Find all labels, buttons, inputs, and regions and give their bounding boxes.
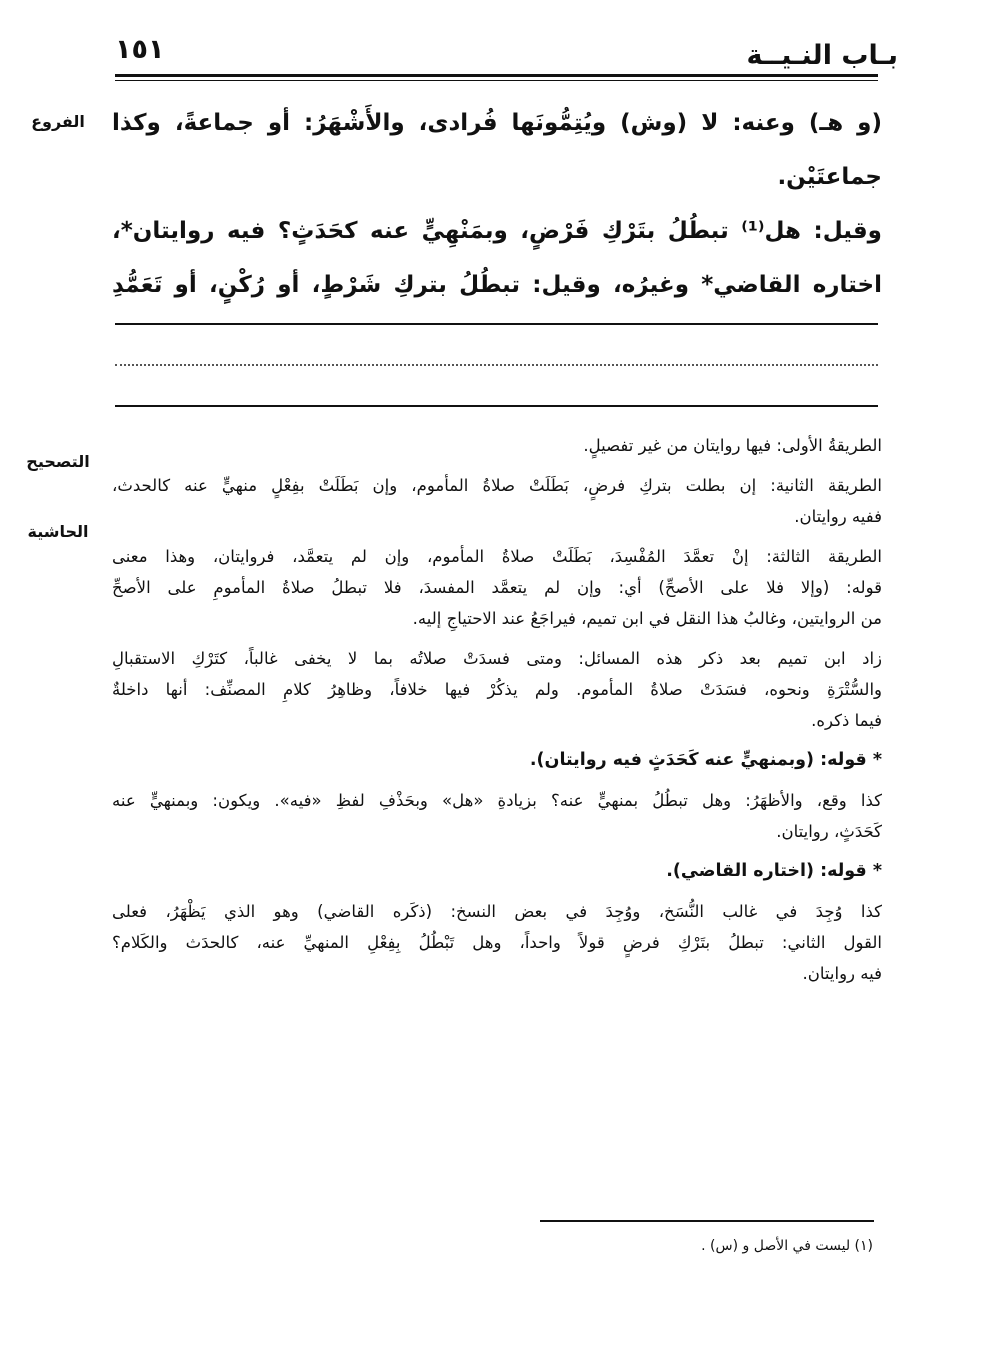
commentary-line: فيه روايتان.: [802, 964, 882, 983]
commentary-line: زاد ابن تميم بعد ذكر هذه المسائل: ومتى فسدَتْ صلاتُه بما لا يخفى غالباً، كتَرْكِ الاستقبالِ: [112, 649, 882, 668]
page-number: ١٥١: [115, 34, 165, 65]
commentary-heading: * قوله: (اختاره القاضي).: [666, 861, 882, 881]
commentary-line: الطريقة الثالثة: إنْ تعمَّدَ المُفْسِدَ، بَطَلَتْ صلاةُ المأموم، وإن لم يتعمَّد، فروايتان، وهذا معنى: [112, 547, 882, 566]
side-label-furu: الفروع: [31, 112, 85, 131]
commentary-line: والسُّتْرَةِ ونحوه، فسَدَتْ صلاةُ المأموم. ولم يذكُرْ فيها خلافاً، وظاهِرُ كلامِ المصنِّف: أنها داخلةٌ: [112, 680, 882, 699]
commentary-line: قوله: (وإلا فلا على الأصحِّ) أي: وإن لم يتعمَّد المفسدَ، فلا تبطلُ صلاةُ المأمومِ على الأصحِّ: [112, 578, 882, 597]
side-label-tashih: التصحيح: [26, 452, 90, 471]
commentary-line: الطريقةُ الأولى: فيها روايتان من غير تفصيلٍ.: [583, 436, 882, 455]
section-rule-top: [115, 323, 878, 325]
main-text-line: (و هـ) وعنه: لا (وش) ويُتِمُّونَها فُرادى، والأَشْهَرُ: أو جماعةً، وكذا: [112, 110, 882, 136]
commentary-line: كذا وقع، والأظهَرُ: وهل تبطُلُ بمنهيٍّ عنه؟ بزيادةِ «هل» وبحَذْفِ لفظِ «فيه». ويكون: وبمنهيٍّ عنه: [112, 791, 882, 810]
commentary-line: فيما ذكره.: [811, 711, 882, 730]
commentary-line: الطريقة الثانية: إن بطلت بتركِ فرضٍ، بَطَلَتْ صلاةُ المأموم، وإن بَطَلَتْ بفِعْلٍ منهيٍّ عنه كالحدث،: [112, 476, 882, 495]
footnote: (١) ليست في الأصل و (س) .: [701, 1238, 873, 1254]
tashih-dotted-rule: [115, 364, 878, 366]
main-text-line: اختاره القاضي* وغيرُه، وقيل: تبطُلُ بتركِ شَرْطٍ، أو رُكْنٍ، أو تَعَمُّدِ: [112, 272, 882, 298]
commentary-line: كَحَدَثٍ، روايتان.: [776, 822, 882, 841]
main-text-line: جماعتَيْن.: [777, 164, 882, 190]
commentary-block: [112, 430, 882, 989]
header-rule-thick: [115, 74, 878, 77]
side-label-hashiya: الحاشية: [27, 522, 89, 541]
section-rule-bottom: [115, 405, 878, 407]
header-rule-thin: [115, 80, 878, 81]
main-text-line: وقيل: هل⁽¹⁾ تبطُلُ بتَرْكِ فَرْضٍ، وبمَنْهِيٍّ عنه كحَدَثٍ؟ فيه روايتان*،: [112, 218, 882, 244]
commentary-heading: * قوله: (وبمنهيٍّ عنه كَحَدَثٍ فيه روايتان).: [529, 750, 882, 770]
main-text-block: [112, 96, 882, 312]
footnote-rule: [540, 1220, 874, 1222]
commentary-line: من الروايتين، وغالبُ هذا النقل في ابن تميم، فيراجَعُ عند الاحتياجِ إليه.: [412, 609, 882, 628]
commentary-line: ففيه روايتان.: [794, 507, 882, 526]
commentary-line: كذا وُجِدَ في غالب النُّسَخ، ووُجِدَ في بعض النسخ: (ذكَره القاضي) وهو الذي يَظْهَرُ، فعلى: [112, 902, 882, 921]
commentary-line: القول الثاني: تبطلُ بتَرْكِ فرضٍ قولاً واحداً، وهل تَبْطُلُ بِفِعْلِ المنهيِّ عنه، كالحدَث والكَلام؟: [112, 933, 882, 952]
chapter-title: بـاب النـيــة: [746, 40, 898, 71]
